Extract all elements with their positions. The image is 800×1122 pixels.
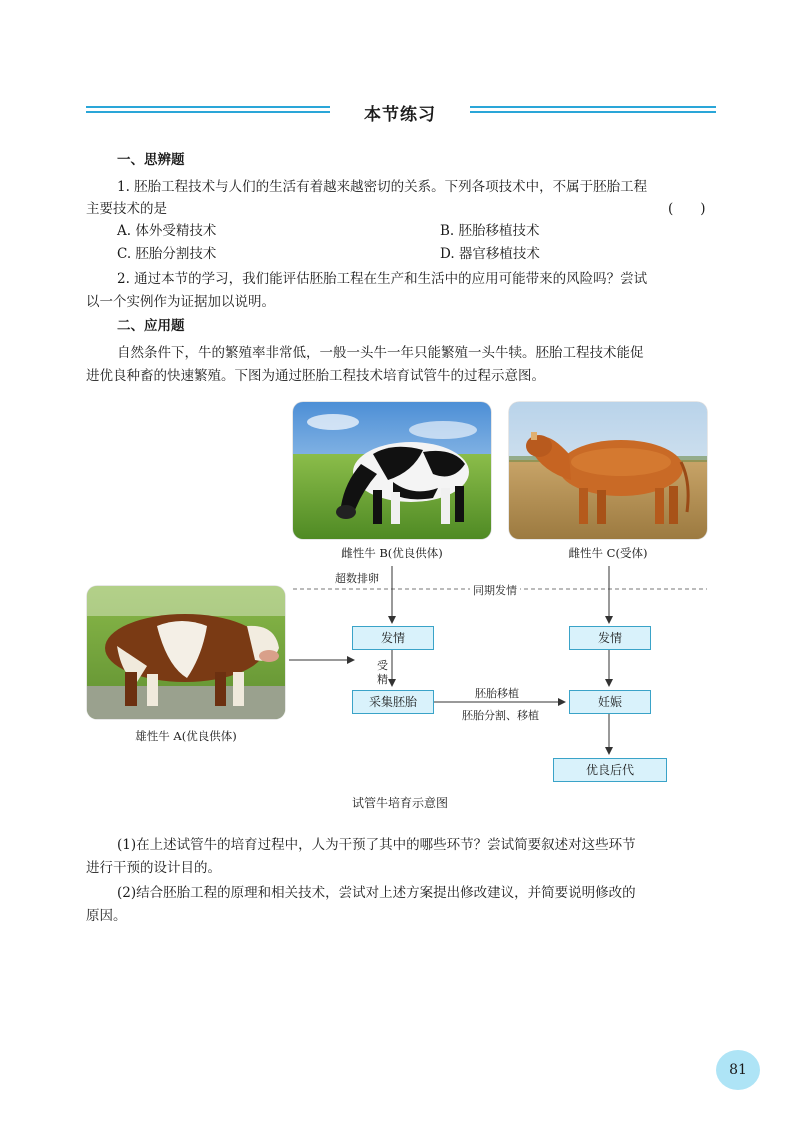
box-pregnancy: 妊娠 [569, 690, 651, 714]
question-2-line-2: 以一个实例作为证据加以说明。 [86, 294, 275, 310]
app-question-1-line-2: 进行干预的设计目的。 [86, 860, 221, 876]
label-estrus-sync: 同期发情 [470, 582, 520, 598]
question-2-line-1: 2. 通过本节的学习，我们能评估胚胎工程在生产和生活中的应用可能带来的风险吗？尝试 [117, 271, 648, 287]
box-collect-embryo: 采集胚胎 [352, 690, 434, 714]
option-b: B. 胚胎移植技术 [440, 223, 540, 239]
section-heading-2: 二、应用题 [117, 318, 185, 334]
label-fertilization-1: 受 [377, 659, 388, 672]
option-c: C. 胚胎分割技术 [117, 246, 217, 262]
box-estrus-b: 发情 [352, 626, 434, 650]
option-a: A. 体外受精技术 [117, 223, 217, 239]
box-estrus-c: 发情 [569, 626, 651, 650]
label-superovulation: 超数排卵 [335, 572, 379, 585]
answer-paren: ( ) [668, 201, 706, 217]
figure-title: 试管牛培育示意图 [351, 796, 448, 810]
question-1-line-1: 1. 胚胎工程技术与人们的生活有着越来越密切的关系。下列各项技术中，不属于胚胎工程 [117, 179, 648, 195]
intro-line-1: 自然条件下，牛的繁殖率非常低，一般一头牛一年只能繁殖一头牛犊。胚胎工程技术能促 [117, 345, 644, 361]
label-fertilization-2: 精 [377, 673, 388, 686]
page-number: 81 [716, 1050, 760, 1090]
caption-cow-b: 雌性牛 B(优良供体) [341, 546, 443, 560]
label-embryo-transfer: 胚胎移植 [475, 687, 519, 700]
caption-bull-a: 雄性牛 A(优良供体) [135, 729, 237, 743]
app-question-1-line-1: (1)在上述试管牛的培育过程中，人为干预了其中的哪些环节？尝试简要叙述对这些环节 [117, 837, 636, 853]
page-title: 本节练习 [330, 100, 470, 125]
app-question-2-line-1: (2)结合胚胎工程的原理和相关技术，尝试对上述方案提出修改建议，并简要说明修改的 [117, 885, 636, 901]
caption-cow-c: 雌性牛 C(受体) [568, 546, 648, 560]
option-d: D. 器官移植技术 [440, 246, 540, 262]
label-embryo-split: 胚胎分割、移植 [462, 709, 539, 722]
question-1-line-2: 主要技术的是 [86, 201, 167, 217]
app-question-2-line-2: 原因。 [86, 908, 127, 924]
box-offspring: 优良后代 [553, 758, 667, 782]
intro-line-2: 进优良种畜的快速繁殖。下图为通过胚胎工程技术培育试管牛的过程示意图。 [86, 368, 545, 384]
section-heading-1: 一、思辨题 [117, 152, 185, 168]
